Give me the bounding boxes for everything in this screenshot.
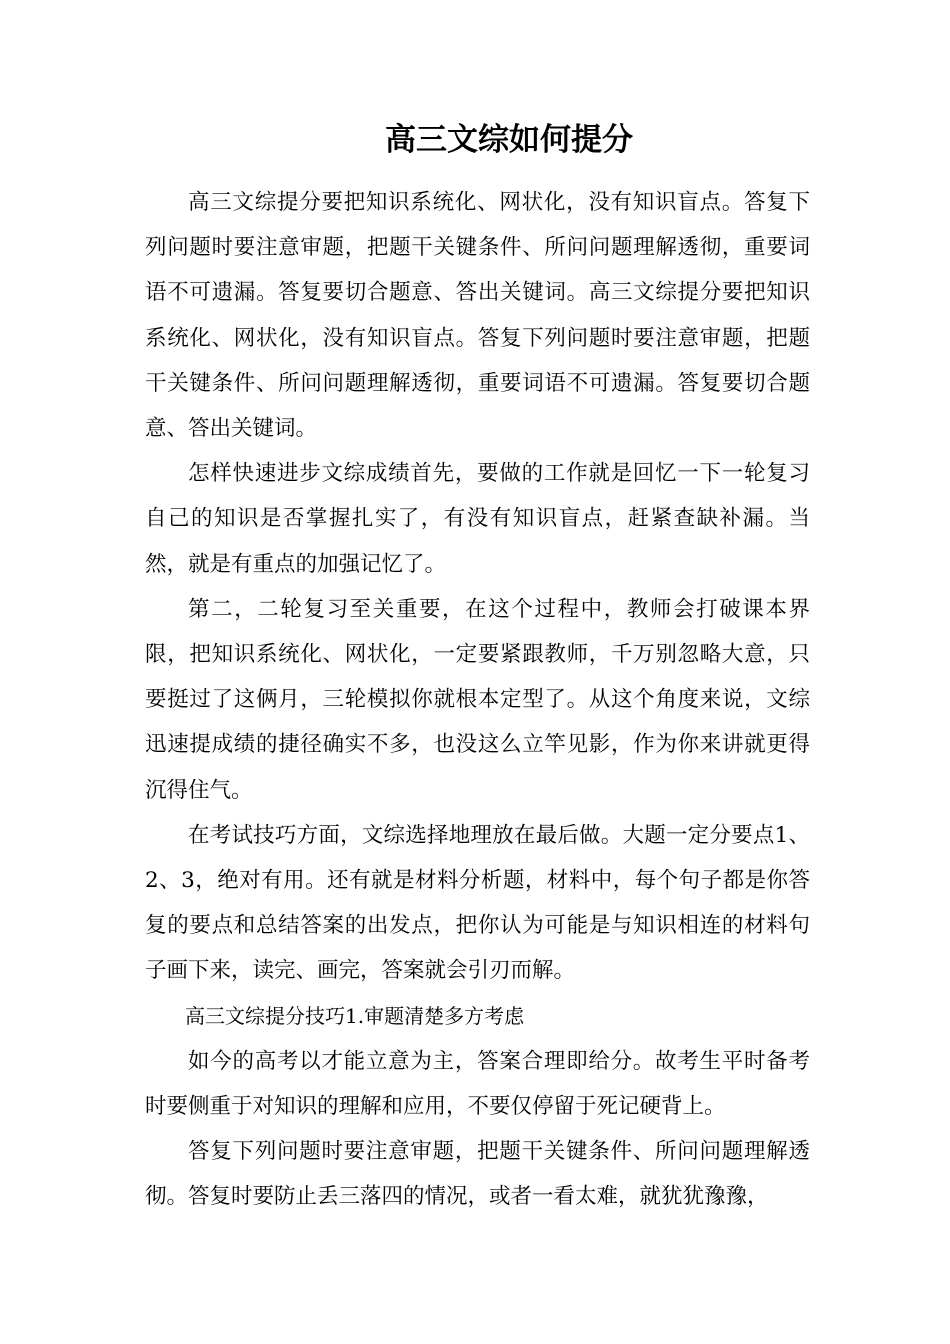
paragraph: 怎样快速进步文综成绩首先，要做的工作就是回忆一下一轮复习自己的知识是否掌握扎实了，有没有知识盲点，赶紧查缺补漏。当然，就是有重点的加强记忆了。 (145, 461, 810, 577)
paragraph: 答复下列问题时要注意审题，把题干关键条件、所问问题理解透彻。答复时要防止丢三落四的情况，或者一看太难，就犹犹豫豫， (145, 1139, 810, 1210)
paragraph: 在考试技巧方面，文综选择地理放在最后做。大题一定分要点1、2、3，绝对有用。还有就是材料分析题，材料中，每个句子都是你答复的要点和总结答案的出发点，把你认为可能是与知识相连的材料句子画下来，读完、画完，答案就会引刃而解。 (145, 822, 810, 984)
document-title: 高三文综如何提分 (385, 122, 633, 158)
paragraph: 第二，二轮复习至关重要，在这个过程中，教师会打破课本界限，把知识系统化、网状化，一定要紧跟教师，千万别忽略大意，只要挺过了这俩月，三轮模拟你就根本定型了。从这个角度来说，文综迅速提成绩的捷径确实不多，也没这么立竿见影，作为你来讲就更得沉得住气。 (145, 596, 810, 803)
paragraph: 高三文综提分要把知识系统化、网状化，没有知识盲点。答复下列问题时要注意审题，把题干关键条件、所问问题理解透彻，重要词语不可遗漏。答复要切合题意、答出关键词。高三文综提分要把知识系统化、网状化，没有知识盲点。答复下列问题时要注意审题，把题干关键条件、所问问题理解透彻，重要词语不可遗漏。答复要切合题意、答出关键词。 (145, 190, 810, 442)
paragraph: 如今的高考以才能立意为主，答案合理即给分。故考生平时备考时要侧重于对知识的理解和应用，不要仅停留于死记硬背上。 (145, 1048, 810, 1120)
section-heading: 高三文综提分技巧1.审题清楚多方考虑 (185, 1003, 525, 1028)
document-body (145, 180, 810, 1220)
